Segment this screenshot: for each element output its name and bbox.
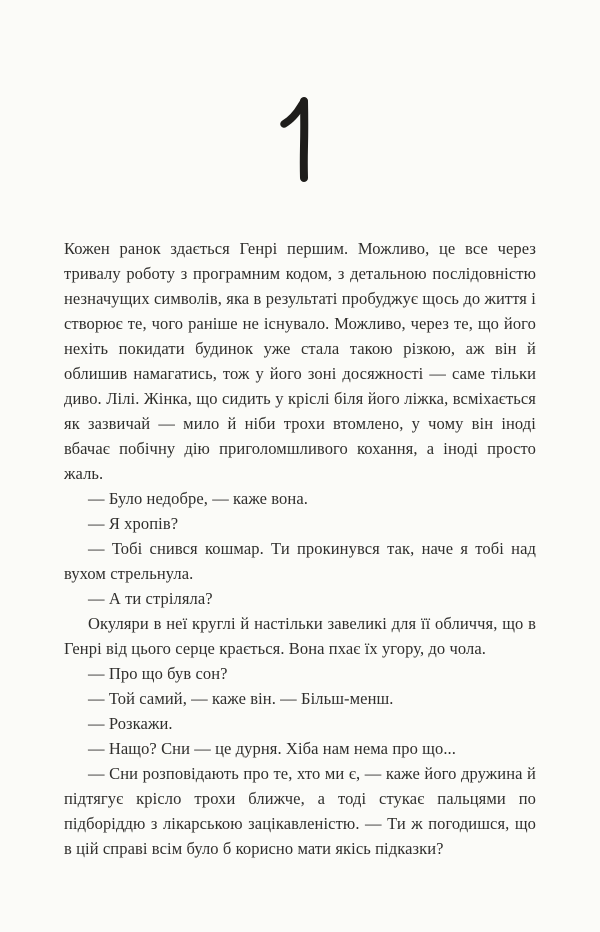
paragraph: — Сни розповідають про те, хто ми є, — каже його дружина й підтягує крісло трохи ближче, а тоді стукає пальцями по підборіддю з лікарською зацікавленістю. — Ти ж погодишся, що в цій справі всім було б корисно мати якісь підказки? <box>64 764 536 858</box>
chapter-number-glyph <box>268 96 332 184</box>
paragraph: — Той самий, — каже він. — Більш-менш. <box>88 689 394 708</box>
text-block <box>64 236 536 861</box>
paragraph: — Нащо? Сни — це дурня. Хіба нам нема про що... <box>88 739 457 758</box>
paragraph: — Про що був сон? <box>88 664 228 683</box>
paragraph: — Розкажи. <box>88 714 173 733</box>
paragraph: Кожен ранок здається Генрі першим. Можливо, це все через тривалу роботу з програмним кодом, з детальною послідовністю незначущих символів, яка в результаті пробуджує щось до життя і створює те, чого раніше не існувало. Можливо, через те, що його нехіть покидати будинок уже стала такою різкою, аж він й облишив намагатись, тож у його зоні досяжності — саме тільки диво. Лілі. Жінка, що сидить у кріслі біля його ліжка, всміхається як зазвичай — мило й ніби трохи втомлено, у чому він іноді вбачає побічну дію приголомшливого кохання, а іноді просто жаль. <box>64 239 536 483</box>
paragraph: — Було недобре, — каже вона. <box>88 489 308 508</box>
chapter-heading <box>64 96 536 186</box>
paragraph: — А ти стріляла? <box>88 589 213 608</box>
paragraph: — Я хропів? <box>88 514 179 533</box>
paragraph: — Тобі снився кошмар. Ти прокинувся так, наче я тобі над вухом стрельнула. <box>64 539 536 583</box>
chapter-number <box>332 96 333 97</box>
paragraph: Окуляри в неї круглі й настільки завеликі для її обличчя, що в Генрі від цього серце крається. Вона пхає їх угору, до чола. <box>64 614 536 658</box>
